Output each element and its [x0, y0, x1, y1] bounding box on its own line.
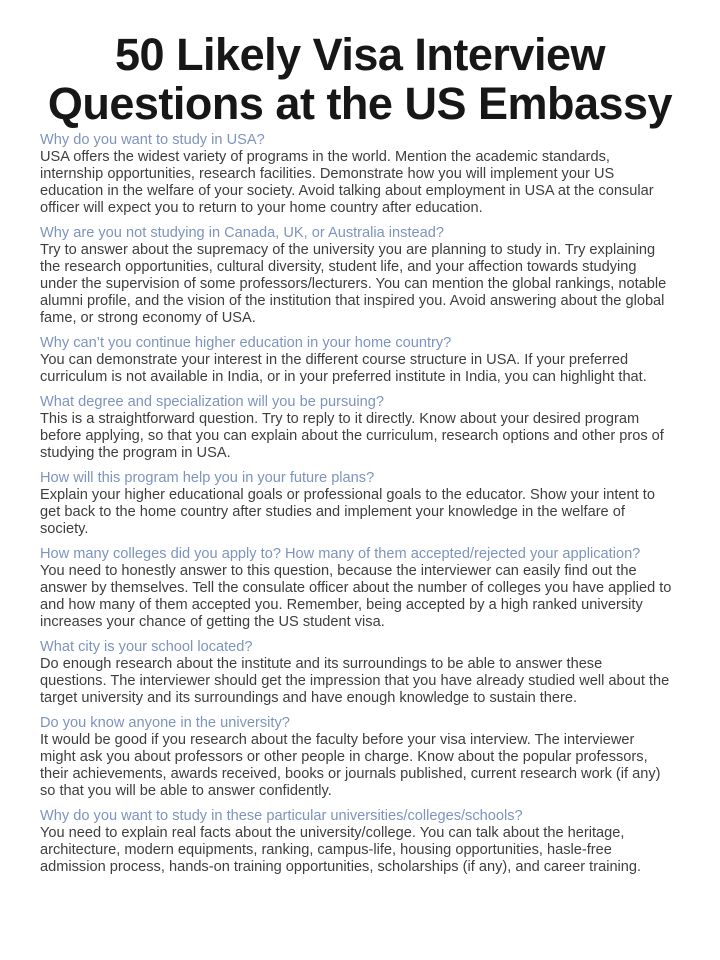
answer-text: You need to explain real facts about the university/college. You can talk about the heritage, architecture, modern equipments, ranking, campus-life, housing opportunities, hasle-free admission process, hands-on training opportunities, scholarships (if any), and career training. — [40, 825, 642, 875]
qa-section — [40, 394, 672, 462]
question-heading: How many colleges did you apply to? How many of them accepted/rejected your application? — [40, 546, 641, 562]
page-title-line-1: 50 Likely Visa Interview — [115, 29, 605, 80]
question-heading: Why do you want to study in USA? — [40, 132, 265, 148]
qa-section — [40, 639, 672, 707]
answer-text: You can demonstrate your interest in the different course structure in USA. If your preferred curriculum is not available in India, or in your preferred institute in India, you can highlight that. — [40, 352, 647, 385]
question-heading: Why can’t you continue higher education in your home country? — [40, 335, 452, 351]
question-heading: What degree and specialization will you be pursuing? — [40, 394, 384, 410]
answer-text: USA offers the widest variety of programs in the world. Mention the academic standards, internship opportunities, research facilities. Demonstrate how you will implement your US education in the welfare of your society. Avoid talking about employment in USA at the consular officer will expect you to return to your home country after education. — [40, 149, 654, 216]
qa-section — [40, 132, 672, 217]
page-title-line-2: Questions at the US Embassy — [47, 78, 673, 129]
question-heading: What city is your school located? — [40, 639, 253, 655]
qa-section — [40, 470, 672, 538]
answer-text: Try to answer about the supremacy of the university you are planning to study in. Try explaining the research opportunities, cultural diversity, student life, and your affection towards studying under the supervision of some professors/lecturers. You can mention the global rankings, notable alumni profile, and the vision of the institution that inspired you. Avoid answering about the global fame, or strong economy of USA. — [40, 242, 667, 326]
question-heading: How will this program help you in your future plans? — [40, 470, 375, 486]
qa-section — [40, 715, 672, 800]
question-heading: Why are you not studying in Canada, UK, or Australia instead? — [40, 225, 444, 241]
answer-text: Do enough research about the institute and its surroundings to be able to answer these questions. The interviewer should get the impression that you have already studied well about the target university and its surroundings and have enough knowledge to sustain there. — [40, 656, 670, 706]
qa-section — [40, 335, 672, 386]
question-heading: Why do you want to study in these particular universities/colleges/schools? — [40, 808, 523, 824]
qa-section — [40, 808, 672, 876]
answer-text: This is a straightforward question. Try to reply to it directly. Know about your desired program before applying, so that you can explain about the curriculum, research options and other pros of studying the program in USA. — [40, 411, 664, 461]
answer-text: It would be good if you research about the faculty before your visa interview. The interviewer might ask you about professors or other people in charge. Know about the popular professors, their achievements, awards received, books or journals published, current research work (if any) so that you will be able to answer confidently. — [40, 732, 661, 799]
answer-text: Explain your higher educational goals or professional goals to the educator. Show your intent to get back to the home country after studies and implement your knowledge in the welfare of society. — [40, 487, 655, 537]
answer-text: You need to honestly answer to this question, because the interviewer can easily find out the answer by themselves. Tell the consulate officer about the number of colleges you have applied to and how many of them accepted you. Remember, being accepted by a high ranked university increases your chance of getting the US student visa. — [40, 563, 672, 630]
question-heading: Do you know anyone in the university? — [40, 715, 290, 731]
page-title — [0, 0, 720, 128]
document-body — [40, 132, 672, 876]
qa-section — [40, 546, 672, 631]
qa-section — [40, 225, 672, 327]
